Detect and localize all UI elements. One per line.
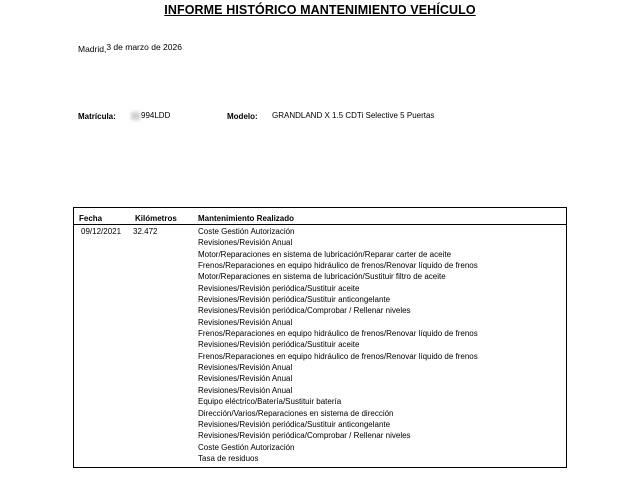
header-divider: [74, 224, 566, 225]
report-title: INFORME HISTÓRICO MANTENIMIENTO VEHÍCULO: [164, 3, 476, 17]
maintenance-item: Motor/Reparaciones en sistema de lubricación/Sustituir filtro de aceite: [198, 272, 446, 282]
redacted-blur: [131, 112, 140, 120]
header-work: Mantenimiento Realizado: [198, 214, 295, 223]
plate-value-group: [131, 111, 170, 120]
maintenance-item: Dirección/Varios/Reparaciones en sistema de dirección: [198, 408, 394, 418]
model-label: Modelo:: [227, 112, 258, 121]
plate-label: Matrícula:: [78, 112, 116, 121]
maintenance-item: Tasa de residuos: [198, 453, 259, 463]
report-dateline: [78, 42, 182, 52]
maintenance-item: Motor/Reparaciones en sistema de lubricación/Reparar carter de aceite: [198, 249, 452, 259]
report-city: Madrid,: [78, 44, 107, 54]
maintenance-item: Frenos/Reparaciones en equipo hidráulico de frenos/Renovar líquido de frenos: [198, 261, 478, 271]
maintenance-item: Revisiones/Revisión Anual: [198, 317, 293, 327]
maintenance-item: Revisiones/Revisión periódica/Comprobar / Rellenar niveles: [198, 431, 411, 441]
maintenance-item: Revisiones/Revisión Anual: [198, 385, 293, 395]
header-km: Kilómetros: [135, 214, 177, 223]
maintenance-item: Revisiones/Revisión periódica/Comprobar / Rellenar niveles: [198, 306, 411, 316]
maintenance-item: Revisiones/Revisión Anual: [198, 238, 293, 248]
plate-value: 994LDD: [141, 111, 171, 120]
maintenance-item: Revisiones/Revisión Anual: [198, 363, 293, 373]
maintenance-item: Revisiones/Revisión periódica/Sustituir aceite: [198, 283, 360, 293]
model-value: GRANDLAND X 1.5 CDTi Selective 5 Puertas: [272, 111, 435, 120]
header-date: Fecha: [79, 214, 103, 223]
maintenance-item: Frenos/Reparaciones en equipo hidráulico de frenos/Renovar líquido de frenos: [198, 351, 478, 361]
maintenance-item: Equipo eléctrico/Batería/Sustituir batería: [198, 397, 342, 407]
entry-km: 32.472: [133, 227, 158, 236]
maintenance-item: Revisiones/Revisión periódica/Sustituir anticongelante: [198, 295, 391, 305]
maintenance-table: [73, 207, 567, 468]
maintenance-item: Coste Gestión Autorización: [198, 227, 295, 236]
maintenance-item: Coste Gestión Autorización: [198, 442, 295, 452]
maintenance-item: Frenos/Reparaciones en equipo hidráulico de frenos/Renovar líquido de frenos: [198, 329, 478, 339]
maintenance-item: Revisiones/Revisión periódica/Sustituir aceite: [198, 340, 360, 350]
report-date: 3 de marzo de 2026: [106, 42, 182, 52]
entry-date: 09/12/2021: [81, 227, 122, 236]
maintenance-items-list: [198, 226, 478, 464]
maintenance-item: Revisiones/Revisión periódica/Sustituir anticongelante: [198, 419, 391, 429]
maintenance-item: Revisiones/Revisión Anual: [198, 374, 293, 384]
